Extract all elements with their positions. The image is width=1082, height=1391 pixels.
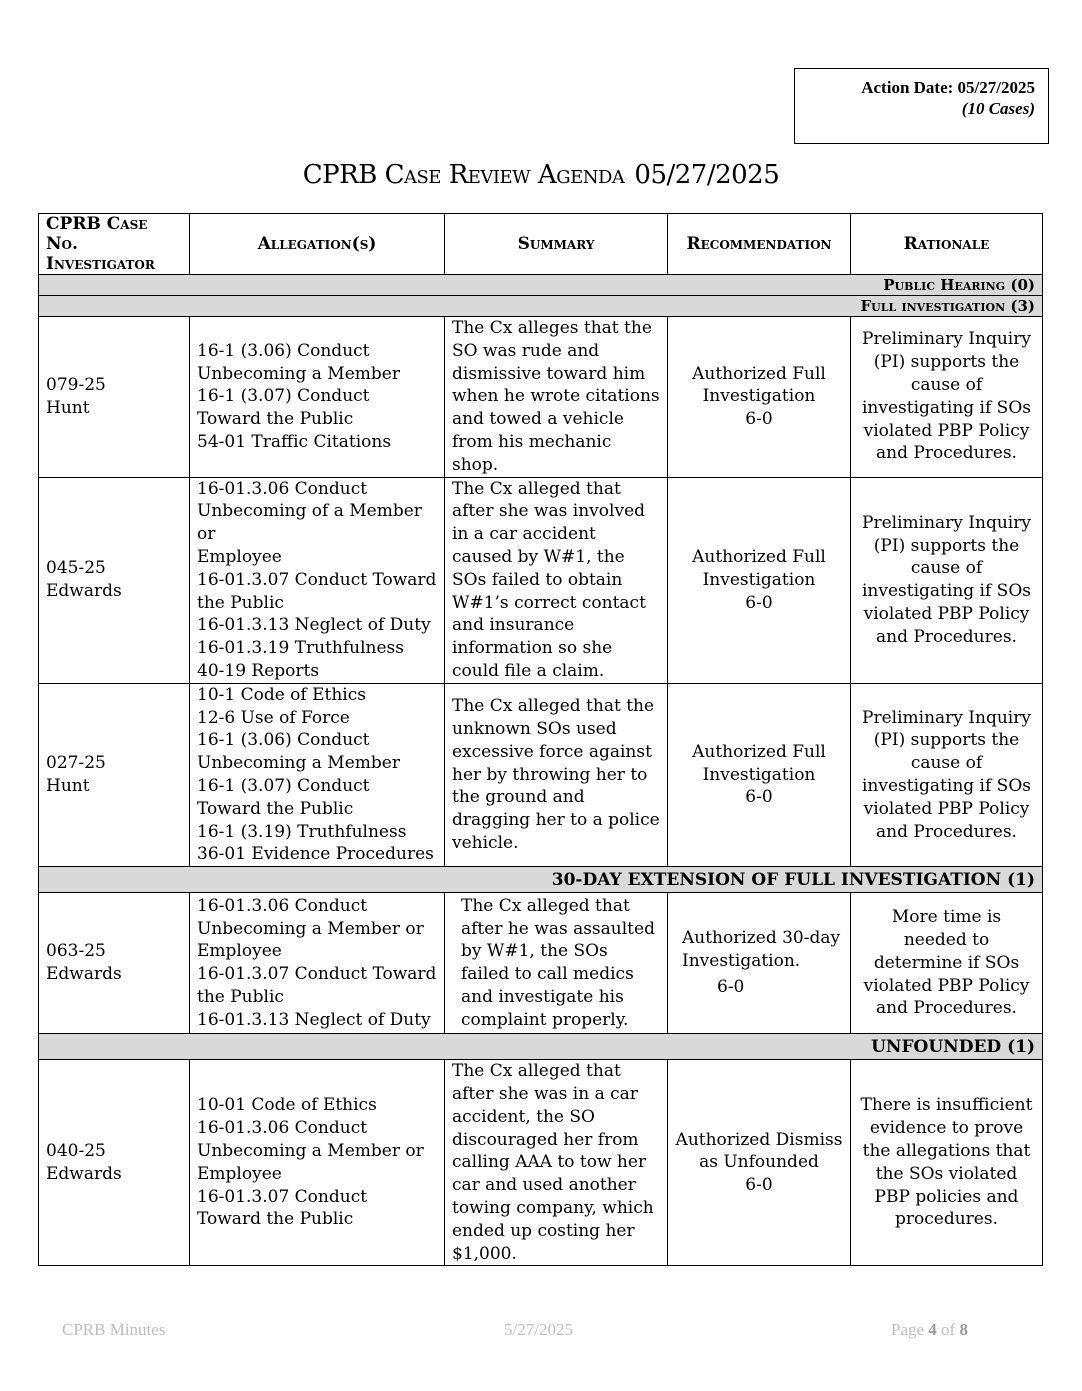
recommendation-cell: Authorized Full Investigation 6-0 xyxy=(668,477,851,683)
footer-date: 5/27/2025 xyxy=(504,1320,573,1339)
section-label: 30-DAY EXTENSION OF FULL INVESTIGATION (1) xyxy=(39,867,1043,893)
recommendation-cell xyxy=(668,893,851,1034)
recommendation-cell: Authorized Full Investigation 6-0 xyxy=(668,683,851,866)
case-cell xyxy=(39,683,190,866)
col-allegations: Allegation(s) xyxy=(190,214,445,275)
summary-cell: The Cx alleged that the unknown SOs used excessive force against her by throwing her to the ground and dragging her to a police vehicle. xyxy=(445,683,668,866)
allegations-cell: 16-01.3.06 Conduct Unbecoming of a Member or Employee 16-01.3.07 Conduct Toward the Public 16-01.3.13 Neglect of Duty 16-01.3.19 Truthfulness 40-19 Reports xyxy=(190,477,445,683)
recommendation-cell: Authorized Dismiss as Unfounded 6-0 xyxy=(668,1060,851,1266)
case-review-table xyxy=(38,213,1043,1266)
recommendation-cell: Authorized Full Investigation 6-0 xyxy=(668,317,851,478)
footer-left: CPRB Minutes xyxy=(62,1320,166,1339)
col-recommendation: Recommendation xyxy=(668,214,851,275)
section-label: UNFOUNDED (1) xyxy=(39,1034,1043,1060)
table-row xyxy=(39,1060,1043,1266)
rationale-cell: More time is needed to determine if SOs violated PBP Policy and Procedures. xyxy=(851,893,1043,1034)
col-rationale: Rationale xyxy=(851,214,1043,275)
section-extension xyxy=(39,867,1043,893)
allegations-cell: 10-1 Code of Ethics 12-6 Use of Force 16-1 (3.06) Conduct Unbecoming a Member 16-1 (3.07) Conduct Toward the Public 16-1 (3.19) Truthfulness 36-01 Evidence Procedures xyxy=(190,683,445,866)
rationale-cell: Preliminary Inquiry (PI) supports the cause of investigating if SOs violated PBP Policy and Procedures. xyxy=(851,477,1043,683)
section-full-investigation xyxy=(39,296,1043,317)
rationale-cell: Preliminary Inquiry (PI) supports the cause of investigating if SOs violated PBP Policy and Procedures. xyxy=(851,683,1043,866)
col-summary: Summary xyxy=(445,214,668,275)
recommendation-line: Authorized 30-day xyxy=(682,928,841,949)
title-text: CPRB Case Review Agenda xyxy=(302,160,625,190)
case-cell xyxy=(39,1060,190,1266)
page-number: 4 xyxy=(928,1320,937,1339)
footer-page xyxy=(891,1320,968,1340)
case-number: 045-25 xyxy=(46,558,106,579)
investigator: Edwards xyxy=(46,581,122,602)
recommendation-line: Investigation. xyxy=(682,951,801,972)
case-count: (10 Cases) xyxy=(961,99,1035,118)
table-row xyxy=(39,683,1043,866)
section-unfounded xyxy=(39,1034,1043,1060)
summary-cell: The Cx alleges that the SO was rude and dismissive toward him when he wrote citations and towed a vehicle from his mechanic shop. xyxy=(445,317,668,478)
investigator: Hunt xyxy=(46,397,90,418)
section-public-hearing xyxy=(39,275,1043,296)
case-number: 063-25 xyxy=(46,941,106,962)
col-case-no: CPRB Case No. xyxy=(46,214,148,254)
rationale-cell: Preliminary Inquiry (PI) supports the cause of investigating if SOs violated PBP Policy and Procedures. xyxy=(851,317,1043,478)
page-total: 8 xyxy=(959,1320,968,1339)
allegations-cell: 16-1 (3.06) Conduct Unbecoming a Member 16-1 (3.07) Conduct Toward the Public 54-01 Traffic Citations xyxy=(190,317,445,478)
allegations-cell: 16-01.3.06 Conduct Unbecoming a Member or Employee 16-01.3.07 Conduct Toward the Public 16-01.3.13 Neglect of Duty xyxy=(190,893,445,1034)
allegations-cell: 10-01 Code of Ethics 16-01.3.06 Conduct Unbecoming a Member or Employee 16-01.3.07 Conduct Toward the Public xyxy=(190,1060,445,1266)
col-investigator: Investigator xyxy=(46,254,155,274)
case-cell xyxy=(39,317,190,478)
title-date: 05/27/2025 xyxy=(634,160,780,190)
header-row xyxy=(39,214,1043,275)
table-row xyxy=(39,477,1043,683)
table-row xyxy=(39,893,1043,1034)
recommendation-vote: 6-0 xyxy=(717,977,745,998)
action-date-box xyxy=(794,68,1049,144)
case-cell xyxy=(39,893,190,1034)
table-row xyxy=(39,317,1043,478)
summary-cell: The Cx alleged that after she was in a car accident, the SO discouraged her from calling AAA to tow her car and used another towing company, which ended up costing her $1,000. xyxy=(445,1060,668,1266)
section-label: Full investigation (3) xyxy=(39,296,1043,317)
page-title xyxy=(0,160,1082,190)
col-case-investigator xyxy=(39,214,190,275)
case-number: 079-25 xyxy=(46,374,106,395)
section-label: Public Hearing (0) xyxy=(39,275,1043,296)
case-cell xyxy=(39,477,190,683)
investigator: Edwards xyxy=(46,964,122,985)
case-number: 040-25 xyxy=(46,1140,106,1161)
rationale-cell: There is insufficient evidence to prove the allegations that the SOs violated PBP policies and procedures. xyxy=(851,1060,1043,1266)
page-prefix: Page xyxy=(891,1320,929,1339)
summary-cell: The Cx alleged that after he was assaulted by W#1, the SOs failed to call medics and investigate his complaint properly. xyxy=(445,893,668,1034)
investigator: Hunt xyxy=(46,775,90,796)
action-date: Action Date: 05/27/2025 xyxy=(861,78,1035,97)
summary-cell: The Cx alleged that after she was involved in a car accident caused by W#1, the SOs failed to obtain W#1’s correct contact and insurance information so she could file a claim. xyxy=(445,477,668,683)
page-of: of xyxy=(936,1320,960,1339)
case-number: 027-25 xyxy=(46,753,106,774)
investigator: Edwards xyxy=(46,1163,122,1184)
